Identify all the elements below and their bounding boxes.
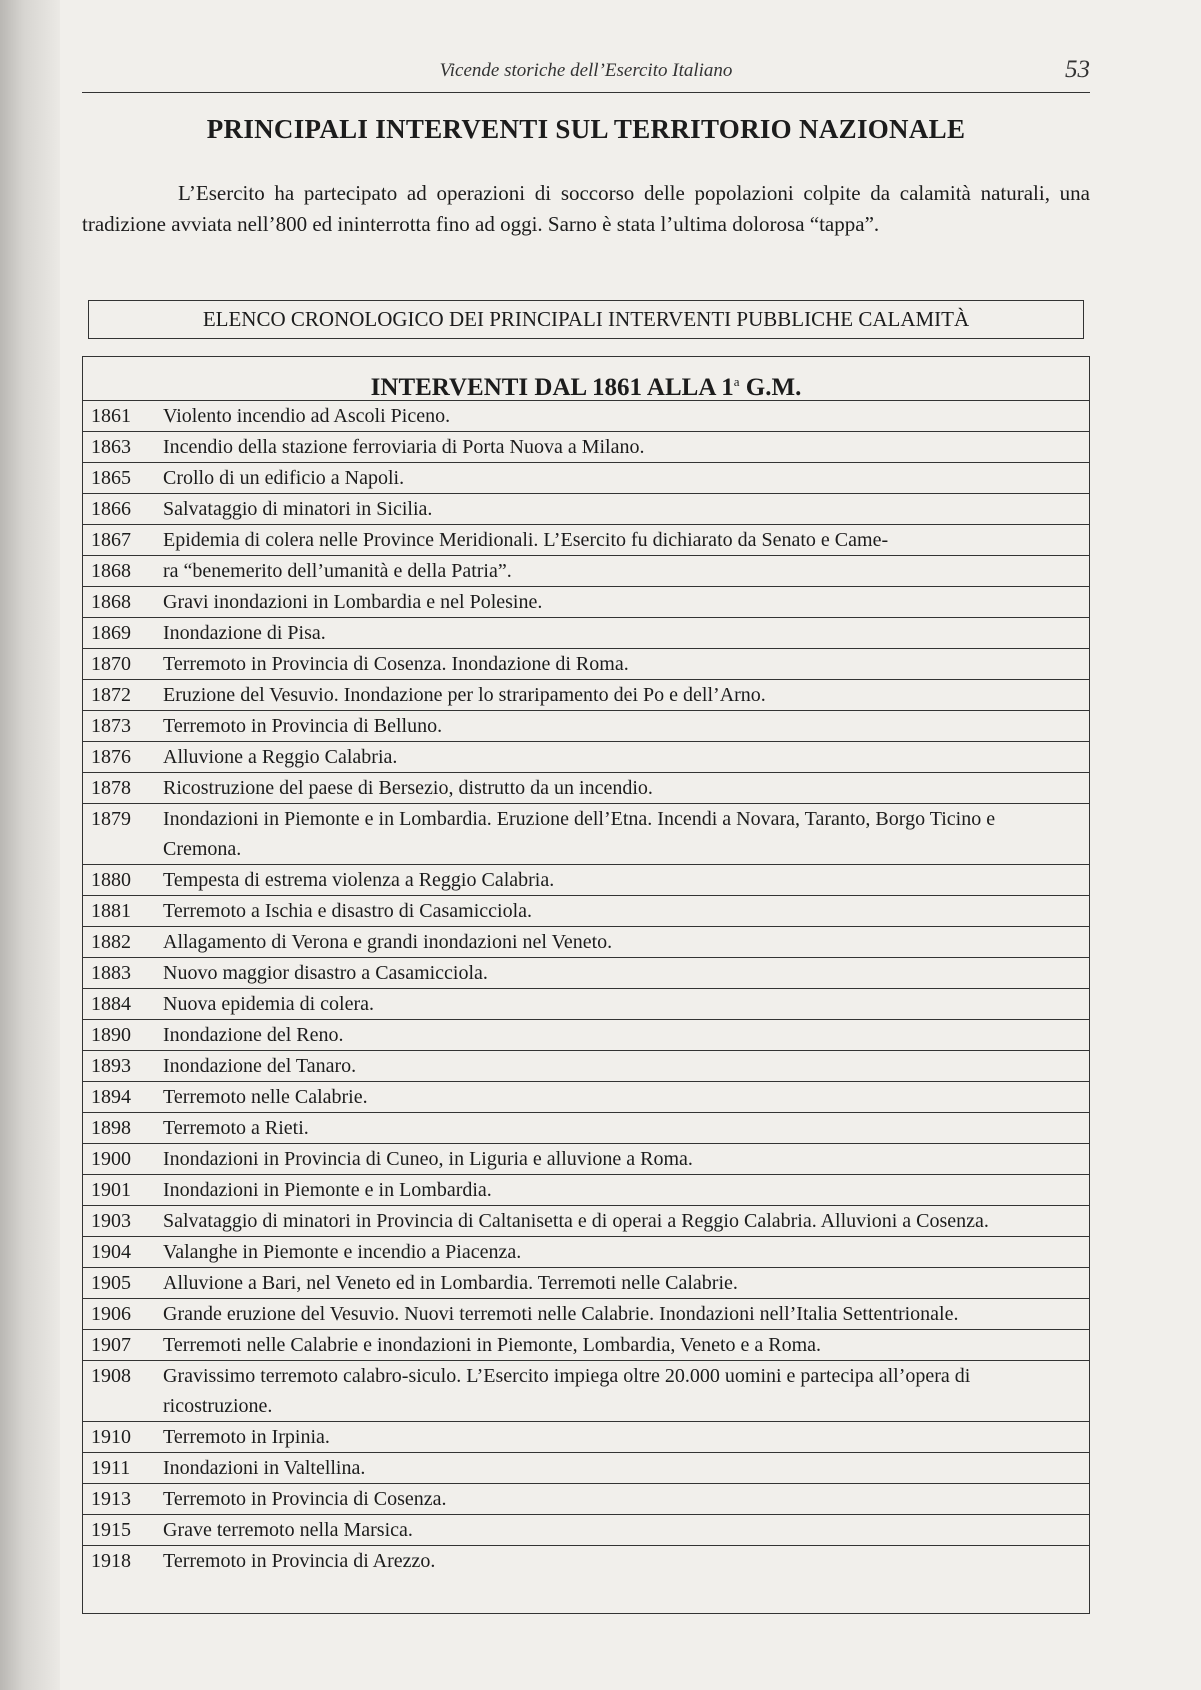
table-body bbox=[83, 401, 1089, 1576]
table-row bbox=[83, 1422, 1089, 1453]
page-number: 53 bbox=[1065, 56, 1090, 83]
row-text: Epidemia di colera nelle Province Meridionali. L’Esercito fu dichiarato da Senato e Came- bbox=[163, 529, 889, 551]
table-row bbox=[83, 1330, 1089, 1361]
row-year: 1881 bbox=[91, 900, 131, 922]
row-text: Inondazione del Reno. bbox=[163, 1024, 344, 1046]
row-text: Salvataggio di minatori in Provincia di Caltanisetta e di operai a Reggio Calabria. Alluvioni a Cosenza. bbox=[163, 1210, 989, 1232]
row-year: 1906 bbox=[91, 1303, 131, 1325]
row-text: Terremoti nelle Calabrie e inondazioni in Piemonte, Lombardia, Veneto e a Roma. bbox=[163, 1334, 822, 1356]
table-title-end: G.M. bbox=[739, 374, 802, 401]
list-heading: ELENCO CRONOLOGICO DEI PRINCIPALI INTERVENTI PUBBLICHE CALAMITÀ bbox=[88, 300, 1084, 339]
row-year: 1910 bbox=[91, 1426, 131, 1448]
row-text: Incendio della stazione ferroviaria di Porta Nuova a Milano. bbox=[163, 436, 645, 458]
row-year: 1884 bbox=[91, 993, 131, 1015]
row-text: Valanghe in Piemonte e incendio a Piacenza. bbox=[163, 1241, 522, 1263]
row-text: Crollo di un edificio a Napoli. bbox=[163, 467, 405, 489]
row-text: Inondazioni in Valtellina. bbox=[163, 1457, 366, 1479]
row-text: Nuova epidemia di colera. bbox=[163, 993, 375, 1015]
table-row bbox=[83, 1268, 1089, 1299]
section-title: PRINCIPALI INTERVENTI SUL TERRITORIO NAZIONALE bbox=[206, 114, 966, 144]
row-year: 1869 bbox=[91, 622, 131, 644]
row-text: Inondazione di Pisa. bbox=[163, 622, 326, 644]
row-year: 1883 bbox=[91, 962, 131, 984]
row-text: Salvataggio di minatori in Sicilia. bbox=[163, 498, 433, 520]
row-text: Terremoto a Rieti. bbox=[163, 1117, 309, 1139]
table-row bbox=[83, 1020, 1089, 1051]
row-year: 1907 bbox=[91, 1334, 131, 1356]
row-text: Terremoto in Provincia di Belluno. bbox=[163, 715, 443, 737]
row-text: Terremoto in Provincia di Cosenza. Inondazione di Roma. bbox=[163, 653, 629, 675]
row-year: 1868 bbox=[91, 560, 131, 582]
row-year: 1913 bbox=[91, 1488, 131, 1510]
table-row bbox=[83, 1453, 1089, 1484]
row-year: 1911 bbox=[91, 1457, 131, 1479]
table-row bbox=[83, 618, 1089, 649]
table-row bbox=[83, 680, 1089, 711]
row-year: 1861 bbox=[91, 405, 131, 427]
row-year: 1863 bbox=[91, 436, 131, 458]
table-row bbox=[83, 649, 1089, 680]
table-title bbox=[83, 357, 1089, 401]
table-row bbox=[83, 711, 1089, 742]
intro-paragraph bbox=[82, 178, 1090, 240]
table-row bbox=[83, 494, 1089, 525]
row-text: Terremoto in Provincia di Arezzo. bbox=[163, 1550, 436, 1572]
table-row bbox=[83, 1515, 1089, 1546]
table-row bbox=[83, 1082, 1089, 1113]
table-row bbox=[83, 556, 1089, 587]
table-row bbox=[83, 1237, 1089, 1268]
row-year: 1893 bbox=[91, 1055, 131, 1077]
table-row bbox=[83, 463, 1089, 494]
table-row bbox=[83, 401, 1089, 432]
table-row bbox=[83, 773, 1089, 804]
row-text: Terremoto in Irpinia. bbox=[163, 1426, 330, 1448]
table-row bbox=[83, 1361, 1089, 1422]
table-title-main: INTERVENTI DAL 1861 ALLA 1 bbox=[370, 374, 734, 401]
intro-text: L’Esercito ha partecipato ad operazioni di soccorso delle popolazioni colpite da calamità naturali, una tradizione avviata nell’800 ed ininterrotta fino ad oggi. Sarno è stata l’ultima dolorosa “tappa”. bbox=[82, 181, 1090, 236]
table-row bbox=[83, 1144, 1089, 1175]
row-text: Terremoto in Provincia di Cosenza. bbox=[163, 1488, 447, 1510]
row-year: 1890 bbox=[91, 1024, 131, 1046]
row-year: 1900 bbox=[91, 1148, 131, 1170]
row-text: Allagamento di Verona e grandi inondazioni nel Veneto. bbox=[163, 931, 613, 953]
row-year: 1908 bbox=[91, 1365, 131, 1387]
table-row bbox=[83, 1113, 1089, 1144]
table-row bbox=[83, 587, 1089, 618]
row-year: 1876 bbox=[91, 746, 131, 768]
row-text: Ricostruzione del paese di Bersezio, distrutto da un incendio. bbox=[163, 777, 653, 799]
table-row bbox=[83, 1206, 1089, 1237]
book-spine-shadow bbox=[0, 0, 60, 1690]
table-row bbox=[83, 1484, 1089, 1515]
row-year: 1903 bbox=[91, 1210, 131, 1232]
row-text: ra “benemerito dell’umanità e della Patria”. bbox=[163, 560, 512, 582]
running-title: Vicende storiche dell’Esercito Italiano bbox=[439, 60, 733, 81]
row-year: 1865 bbox=[91, 467, 131, 489]
page-header bbox=[82, 56, 1090, 93]
row-text: Gravissimo terremoto calabro-siculo. L’Esercito impiega oltre 20.000 uomini e partecipa all’opera di ricostruzione. bbox=[163, 1365, 971, 1417]
row-text: Tempesta di estrema violenza a Reggio Calabria. bbox=[163, 869, 555, 891]
row-year: 1880 bbox=[91, 869, 131, 891]
table-row bbox=[83, 958, 1089, 989]
table-row bbox=[83, 432, 1089, 463]
row-year: 1870 bbox=[91, 653, 131, 675]
row-year: 1873 bbox=[91, 715, 131, 737]
table-row bbox=[83, 1175, 1089, 1206]
row-year: 1867 bbox=[91, 529, 131, 551]
row-year: 1866 bbox=[91, 498, 131, 520]
row-text: Grande eruzione del Vesuvio. Nuovi terremoti nelle Calabrie. Inondazioni nell’Italia Settentrionale. bbox=[163, 1303, 959, 1325]
row-year: 1901 bbox=[91, 1179, 131, 1201]
row-text: Inondazioni in Piemonte e in Lombardia. bbox=[163, 1179, 492, 1201]
table-row bbox=[83, 1299, 1089, 1330]
table-row bbox=[83, 865, 1089, 896]
row-year: 1882 bbox=[91, 931, 131, 953]
table-row bbox=[83, 1051, 1089, 1082]
table-row bbox=[83, 525, 1089, 556]
row-text: Nuovo maggior disastro a Casamicciola. bbox=[163, 962, 488, 984]
row-year: 1898 bbox=[91, 1117, 131, 1139]
interventions-table bbox=[82, 356, 1090, 1614]
row-text: Eruzione del Vesuvio. Inondazione per lo straripamento dei Po e dell’Arno. bbox=[163, 684, 766, 706]
row-year: 1868 bbox=[91, 591, 131, 613]
row-text: Gravi inondazioni in Lombardia e nel Polesine. bbox=[163, 591, 543, 613]
row-year: 1915 bbox=[91, 1519, 131, 1541]
row-text: Alluvione a Bari, nel Veneto ed in Lombardia. Terremoti nelle Calabrie. bbox=[163, 1272, 738, 1294]
row-year: 1918 bbox=[91, 1550, 131, 1572]
row-year: 1879 bbox=[91, 808, 131, 830]
row-year: 1878 bbox=[91, 777, 131, 799]
row-text: Terremoto a Ischia e disastro di Casamicciola. bbox=[163, 900, 533, 922]
table-row bbox=[83, 896, 1089, 927]
row-text: Alluvione a Reggio Calabria. bbox=[163, 746, 398, 768]
row-text: Inondazioni in Piemonte e in Lombardia. Eruzione dell’Etna. Incendi a Novara, Taranto, Borgo Ticino e Cremona. bbox=[163, 808, 996, 860]
table-row bbox=[83, 804, 1089, 865]
row-year: 1872 bbox=[91, 684, 131, 706]
table-row bbox=[83, 1546, 1089, 1576]
row-year: 1905 bbox=[91, 1272, 131, 1294]
row-year: 1904 bbox=[91, 1241, 131, 1263]
row-year: 1894 bbox=[91, 1086, 131, 1108]
row-text: Violento incendio ad Ascoli Piceno. bbox=[163, 405, 451, 427]
table-title-sup: a bbox=[733, 374, 740, 389]
table-row bbox=[83, 989, 1089, 1020]
table-row bbox=[83, 927, 1089, 958]
row-text: Inondazione del Tanaro. bbox=[163, 1055, 357, 1077]
row-text: Terremoto nelle Calabrie. bbox=[163, 1086, 368, 1108]
row-text: Grave terremoto nella Marsica. bbox=[163, 1519, 413, 1541]
table-row bbox=[83, 742, 1089, 773]
row-text: Inondazioni in Provincia di Cuneo, in Liguria e alluvione a Roma. bbox=[163, 1148, 693, 1170]
